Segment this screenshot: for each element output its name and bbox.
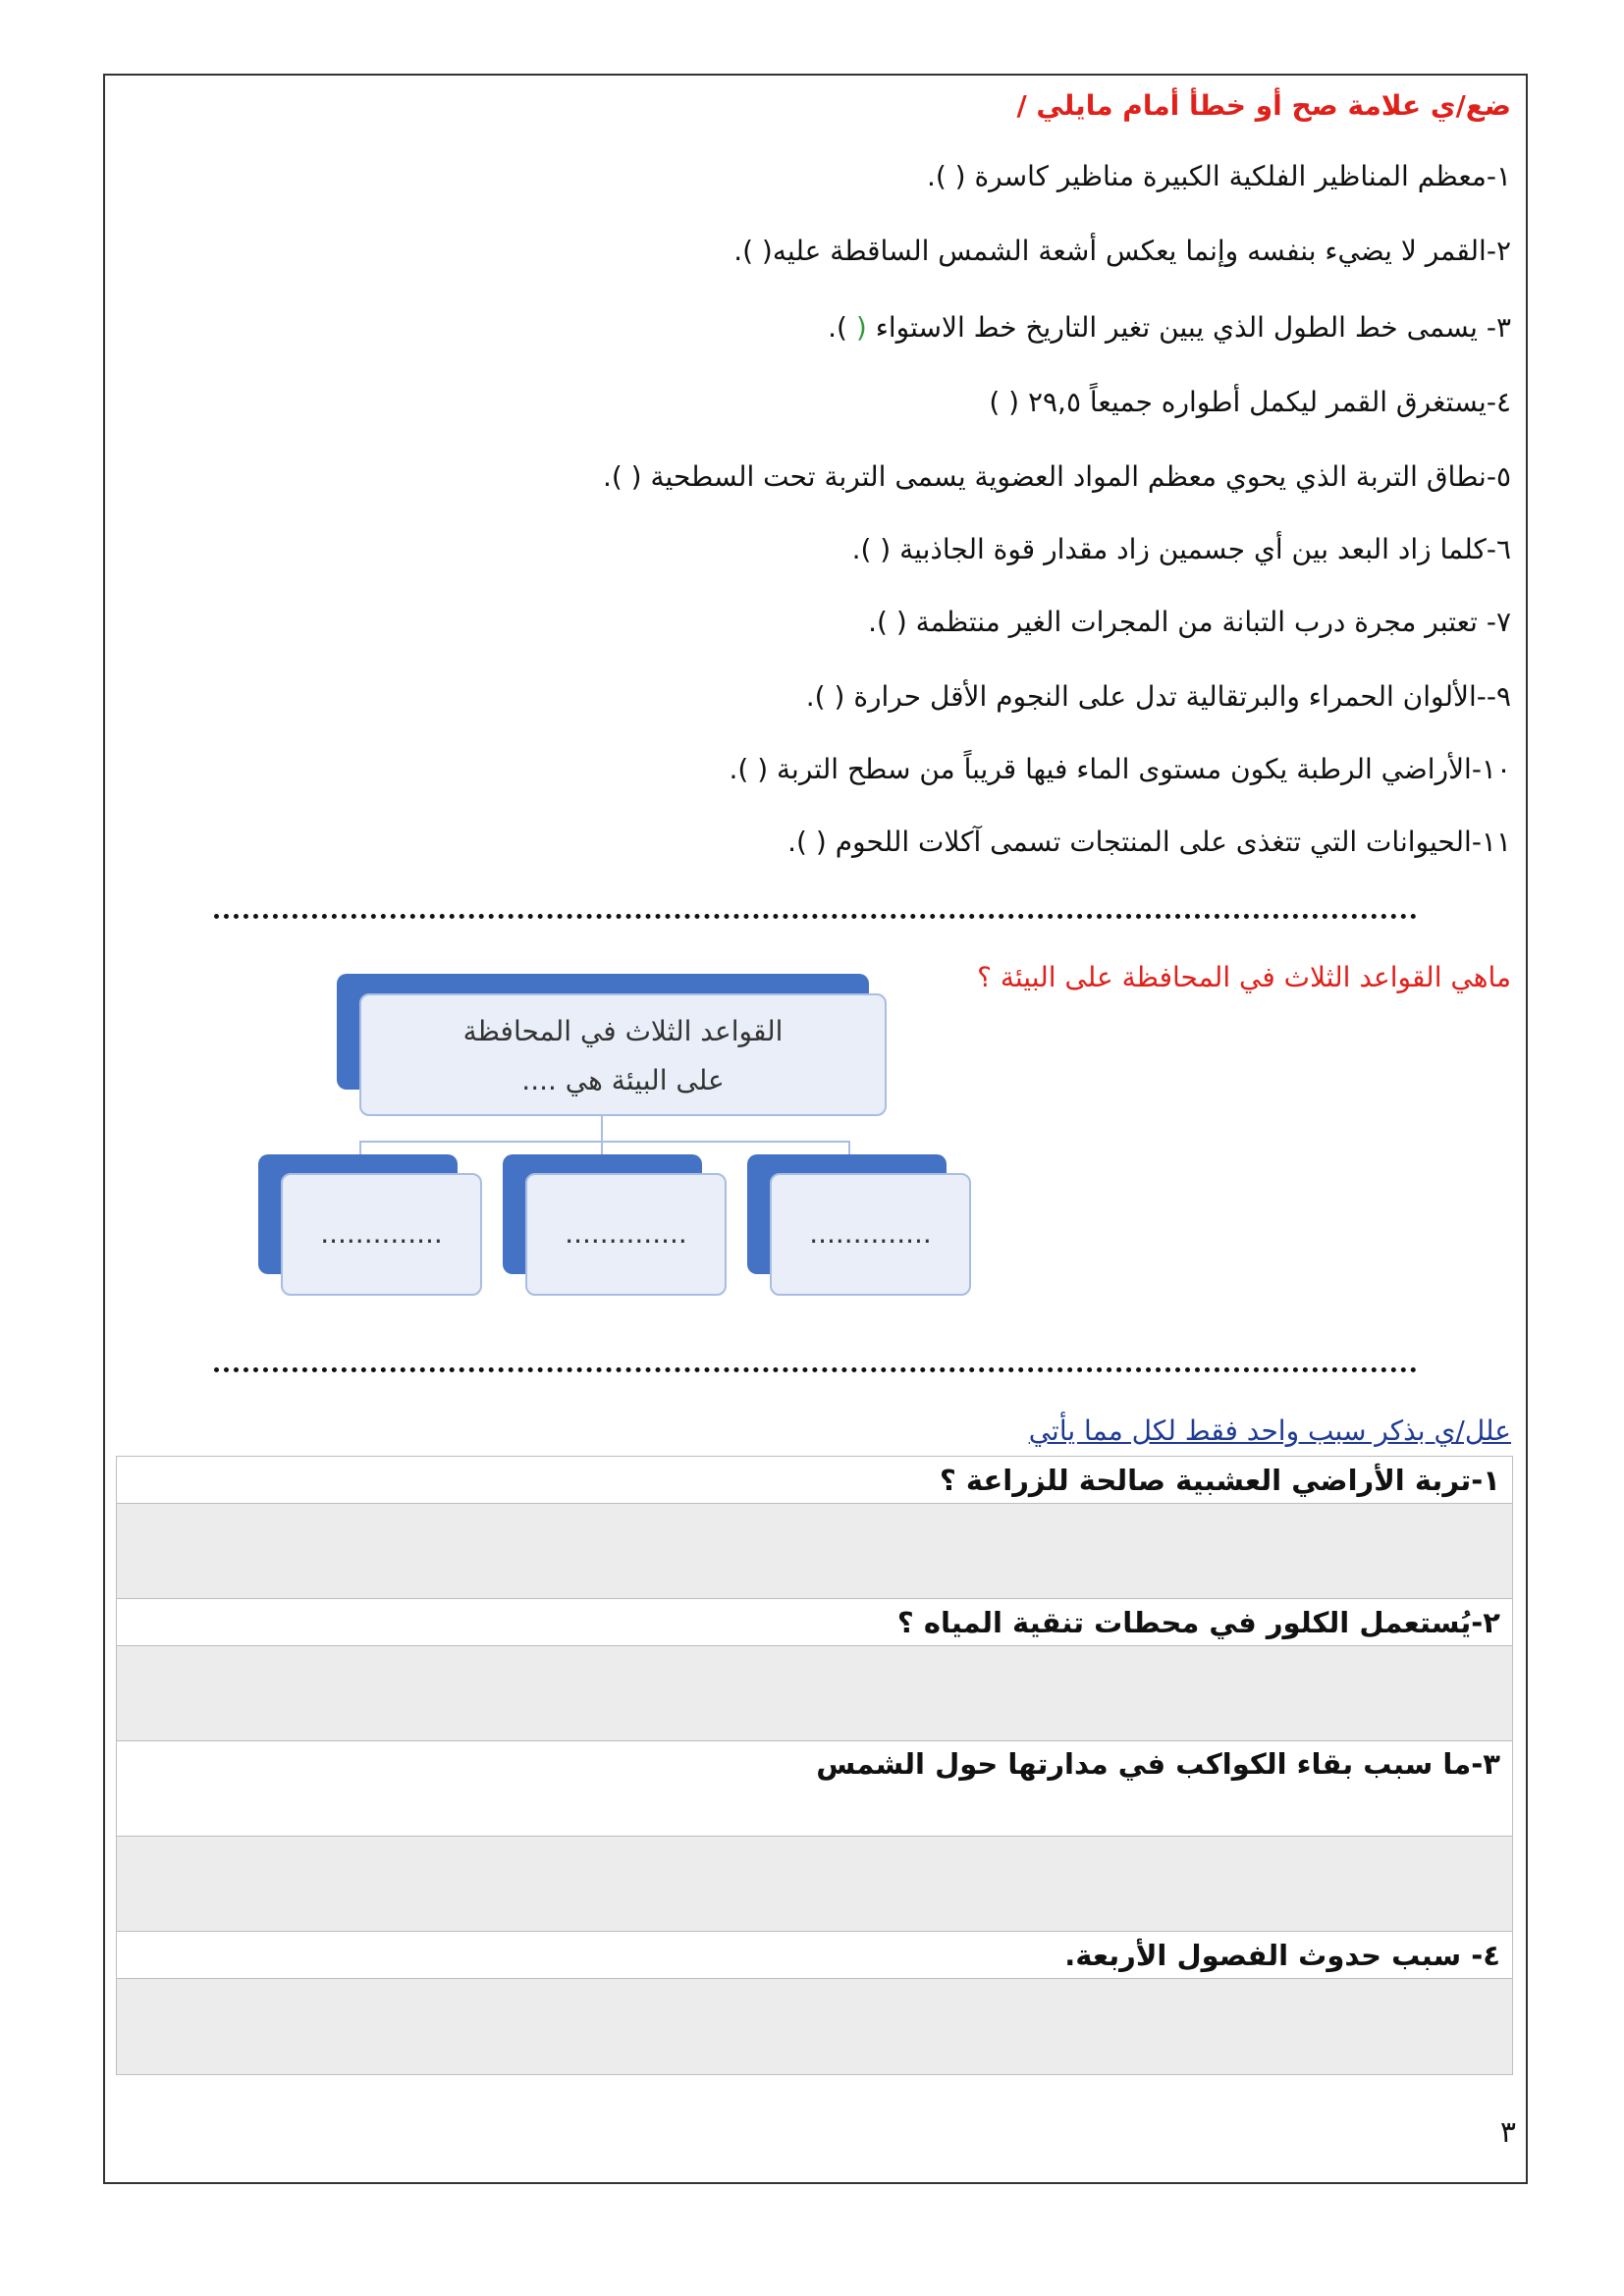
rule-box-1: .............. (281, 1173, 482, 1296)
tf-item-3-paren: ( (855, 311, 867, 344)
answer-row (117, 1646, 1513, 1741)
question-1: ١-تربة الأراضي العشبية صالحة للزراعة ؟ (117, 1457, 1513, 1504)
table-row (117, 1599, 1513, 1646)
diagram-title-line1: القواعد الثلاث في المحافظة (462, 1015, 784, 1047)
tf-item-4: ٤-يستغرق القمر ليكمل أطواره جميعاً ٢٩,٥ ( ) (989, 386, 1511, 418)
diagram-title-box (359, 993, 887, 1116)
tf-item-5: ٥-نطاق التربة الذي يحوي معظم المواد العضوية يسمى التربة تحت السطحية ( ). (602, 460, 1511, 493)
table-row (117, 1457, 1513, 1504)
dotted-divider (214, 911, 1417, 919)
answer-row (117, 1837, 1513, 1932)
answer-row (117, 1504, 1513, 1599)
answer-row (117, 1979, 1513, 2075)
section3-title: علل/ي بذكر سبب واحد فقط لكل مما يأتي (1028, 1415, 1511, 1447)
question-2: ٢-يُستعمل الكلور في محطات تنقية المياه ؟ (117, 1599, 1513, 1646)
tf-item-10: ١٠-الأراضي الرطبة يكون مستوى الماء فيها قريباً من سطح التربة ( ). (729, 753, 1511, 785)
connector-vertical (601, 1116, 603, 1142)
reasons-table (116, 1456, 1513, 2075)
tf-item-9: ٩--الألوان الحمراء والبرتقالية تدل على النجوم الأقل حرارة ( ). (805, 680, 1511, 713)
section2-question: ماهي القواعد الثلاث في المحافظة على البيئة ؟ (977, 961, 1511, 993)
diagram-title-line2: على البيئة هي .... (521, 1064, 725, 1096)
question-3: ٣-ما سبب بقاء الكواكب في مدارتها حول الشمس (117, 1741, 1513, 1837)
page-number: ٣ (1499, 2115, 1516, 2150)
table-row (117, 1932, 1513, 1979)
dotted-divider-2 (214, 1364, 1417, 1372)
tf-item-1: ١-معظم المناظير الفلكية الكبيرة مناظير كاسرة ( ). (926, 160, 1511, 192)
connector-horizontal (359, 1141, 850, 1143)
tf-item-3-text: ٣- يسمى خط الطول الذي يبين تغير التاريخ خط الاستواء (866, 311, 1511, 344)
answer-3[interactable] (117, 1837, 1513, 1932)
tf-item-7: ٧- تعتبر مجرة درب التبانة من المجرات الغير منتظمة ( ). (868, 606, 1511, 638)
tf-item-6: ٦-كلما زاد البعد بين أي جسمين زاد مقدار قوة الجاذبية ( ). (851, 533, 1511, 565)
table-row (117, 1741, 1513, 1837)
section1-title: ضع/ي علامة صح أو خطأ أمام مايلي / (1016, 89, 1511, 122)
rule-box-3: .............. (770, 1173, 971, 1296)
question-4: ٤- سبب حدوث الفصول الأربعة. (117, 1932, 1513, 1979)
tf-item-2: ٢-القمر لا يضيء بنفسه وإنما يعكس أشعة الشمس الساقطة عليه( ). (733, 235, 1511, 267)
answer-4[interactable] (117, 1979, 1513, 2075)
tf-item-3 (828, 308, 1511, 347)
answer-1[interactable] (117, 1504, 1513, 1599)
tf-item-11: ١١-الحيوانات التي تتغذى على المنتجات تسمى آكلات اللحوم ( ). (787, 826, 1511, 858)
answer-2[interactable] (117, 1646, 1513, 1741)
tf-item-3-tail: ). (828, 311, 856, 344)
rule-box-2: .............. (525, 1173, 727, 1296)
